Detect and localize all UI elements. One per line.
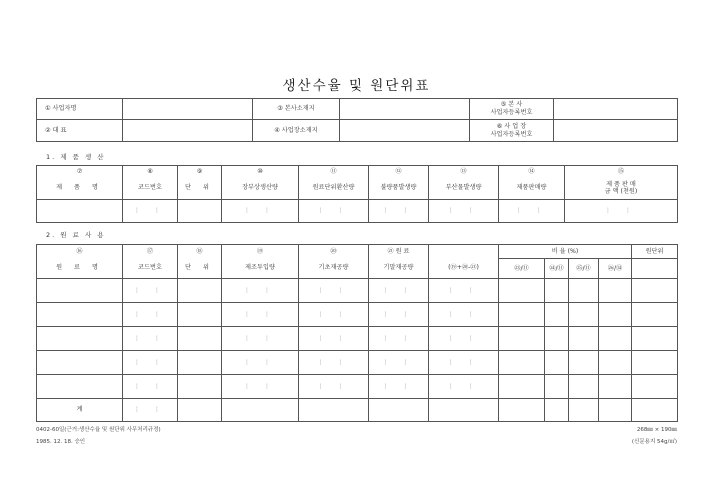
col-byproducts: 부산물발생량	[429, 178, 499, 200]
total-label: 계	[37, 399, 123, 422]
table-row: ⋮ ⋮ ⋮ ⋮ ⋮ ⋮ ⋮ ⋮ ⋮ ⋮ ⋮ ⋮ ⋮ ⋮	[37, 200, 678, 223]
col-sales-amount: 제 품 판 매 금 액 (천원)	[565, 178, 678, 200]
col-formula: (⑲+⑳-㉑)	[429, 259, 499, 279]
col-closing-wip: 기말재공량	[369, 259, 429, 279]
footer-basis: 0402-60일(근거:생산수율 및 원단위 사무처리규정)	[36, 427, 161, 433]
product-production-table: ⑦ ⑧ ⑨ ⑩ ⑪ ⑫ ⑬ ⑭ ⑮ 제 품 명 코드번호 단 위 장부상생산량 원료단위환산량 불량품발생량 부산물발생량 제품판매량 제 품 판 매 금 액 (천원) ⋮ ⋮ ⋮ ⋮ ⋮ ⋮ ⋮ ⋮ ⋮ ⋮ ⋮ ⋮ ⋮ ⋮	[36, 165, 678, 223]
table-row: ⋮ ⋮ ⋮ ⋮ ⋮ ⋮ ⋮ ⋮ ⋮ ⋮	[37, 375, 678, 399]
footer-paper: (신문용지 54g/㎡)	[631, 439, 677, 445]
col-unit: 단 위	[178, 178, 222, 200]
representative-label: ② 대 표	[37, 120, 123, 142]
col-input: 제조투입량	[222, 259, 299, 279]
site-address-label: ④ 사업장소재지	[253, 120, 340, 142]
col-defects: 불량품발생량	[369, 178, 429, 200]
col-unit: 단 위	[178, 259, 222, 279]
hq-address-label: ③ 본사소재지	[253, 99, 340, 120]
hq-address-field[interactable]	[340, 99, 470, 120]
table-row: ⋮ ⋮ ⋮ ⋮ ⋮ ⋮ ⋮ ⋮ ⋮ ⋮	[37, 279, 678, 303]
unit-consumption-header: 원단위	[632, 245, 678, 259]
company-name-label: ① 사업자명	[37, 99, 123, 120]
total-row: 계 ⋮ ⋮	[37, 399, 678, 422]
col-opening-wip: 기초재공량	[299, 259, 369, 279]
footer-approval: 1985. 12. 18. 승인	[36, 439, 86, 445]
material-usage-table: ⑯ ⑰ ⑱ ⑲ ⑳ ㉑ 원 료 비 율 (%) 원단위 원 료 명 코드번호 단 위 제조투입량 기초재공량 기말재공량 (⑲+⑳-㉑) ㉓/⑪ ㉔/⑪ ㉕/⑪ ㉖/⑭ ⋮ ⋮ ⋮ ⋮ ⋮ ⋮ ⋮ ⋮ ⋮ ⋮ ⋮ ⋮ ⋮ ⋮ ⋮ ⋮ ⋮ ⋮ ⋮ ⋮ ⋮ ⋮ ⋮ ⋮ ⋮ ⋮ ⋮ ⋮ ⋮ ⋮ ⋮ ⋮ ⋮ ⋮ ⋮ ⋮ ⋮ ⋮ ⋮ ⋮ ⋮ ⋮ ⋮ ⋮ ⋮ ⋮ ⋮ ⋮ ⋮ ⋮ 계 ⋮ ⋮	[36, 244, 678, 422]
col-code: 코드번호	[123, 178, 178, 200]
col-book-production: 장부상생산량	[222, 178, 299, 200]
col-code: 코드번호	[123, 259, 178, 279]
footer-size: 268㎜ × 190㎜	[636, 427, 677, 433]
representative-field[interactable]	[123, 120, 253, 142]
col-product-name: 제 품 명	[37, 178, 123, 200]
site-address-field[interactable]	[340, 120, 470, 142]
site-reg-field[interactable]	[554, 120, 678, 142]
hq-reg-field[interactable]	[554, 99, 678, 120]
section2-heading: 2. 원 료 사 용	[46, 231, 106, 239]
section1-heading: 1. 제 품 생 산	[46, 153, 106, 161]
site-reg-label: ⑥ 사 업 장 사업자등록번호	[470, 120, 554, 142]
header-info-table	[36, 98, 678, 142]
col-material-name: 원 료 명	[37, 259, 123, 279]
col-material-conversion: 원료단위환산량	[299, 178, 369, 200]
table-row: ⋮ ⋮ ⋮ ⋮ ⋮ ⋮ ⋮ ⋮ ⋮ ⋮	[37, 327, 678, 351]
hq-reg-label: ⑤ 본 사 사업자등록번호	[470, 99, 554, 120]
col-sales-qty: 제품판매량	[499, 178, 565, 200]
table-row: ⋮ ⋮ ⋮ ⋮ ⋮ ⋮ ⋮ ⋮ ⋮ ⋮	[37, 351, 678, 375]
ratio-header: 비 율 (%)	[499, 245, 632, 259]
form-title: 생산수율 및 원단위표	[282, 78, 431, 94]
company-name-field[interactable]	[123, 99, 253, 120]
table-row: ⋮ ⋮ ⋮ ⋮ ⋮ ⋮ ⋮ ⋮ ⋮ ⋮	[37, 303, 678, 327]
